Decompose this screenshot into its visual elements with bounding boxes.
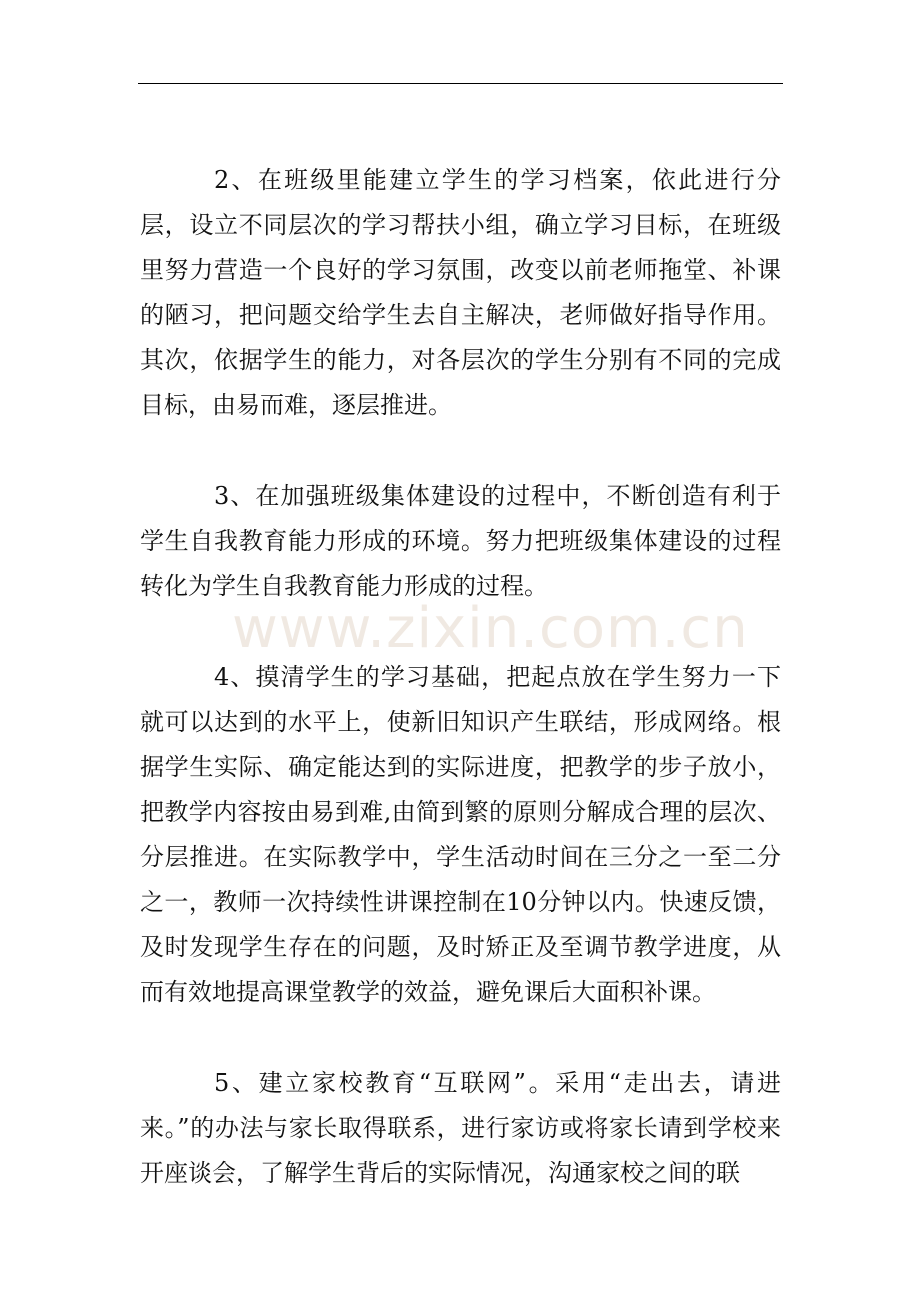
- paragraph-item-2: 2、在班级里能建立学生的学习档案，依此进行分层，设立不同层次的学习帮扶小组，确立学习目标，在班级里努力营造一个良好的学习氛围，改变以前老师拖堂、补课的陋习，把问题交给学生去自主解决，老师做好指导作用。其次，依据学生的能力，对各层次的学生分别有不同的完成目标，由易而难，逐层推进。: [140, 166, 781, 419]
- watermark: www.zixin.com.cn: [232, 596, 749, 661]
- paragraph-item-3: 3、在加强班级集体建设的过程中，不断创造有利于学生自我教育能力形成的环境。努力把班级集体建设的过程转化为学生自我教育能力形成的过程。: [140, 482, 781, 600]
- paragraph-item-4: 4、摸清学生的学习基础，把起点放在学生努力一下就可以达到的水平上，使新旧知识产生联结，形成网络。根据学生实际、确定能达到的实际进度，把教学的步子放小，把教学内容按由易到难,由简到繁的原则分解成合理的层次、分层推进。在实际教学中，学生活动时间在三分之一至二分之一，教师一次持续性讲课控制在10分钟以内。快速反馈，及时发现学生存在的问题，及时矫正及至调节教学进度，从而有效地提高课堂教学的效益，避免课后大面积补课。: [140, 663, 781, 1006]
- paragraph-item-5: 5、建立家校教育“互联网”。采用“走出去，请进来。”的办法与家长取得联系，进行家访或将家长请到学校来开座谈会，了解学生背后的实际情况，沟通家校之间的联: [140, 1069, 781, 1187]
- header-rule: [138, 83, 783, 84]
- document-body: [140, 158, 781, 1196]
